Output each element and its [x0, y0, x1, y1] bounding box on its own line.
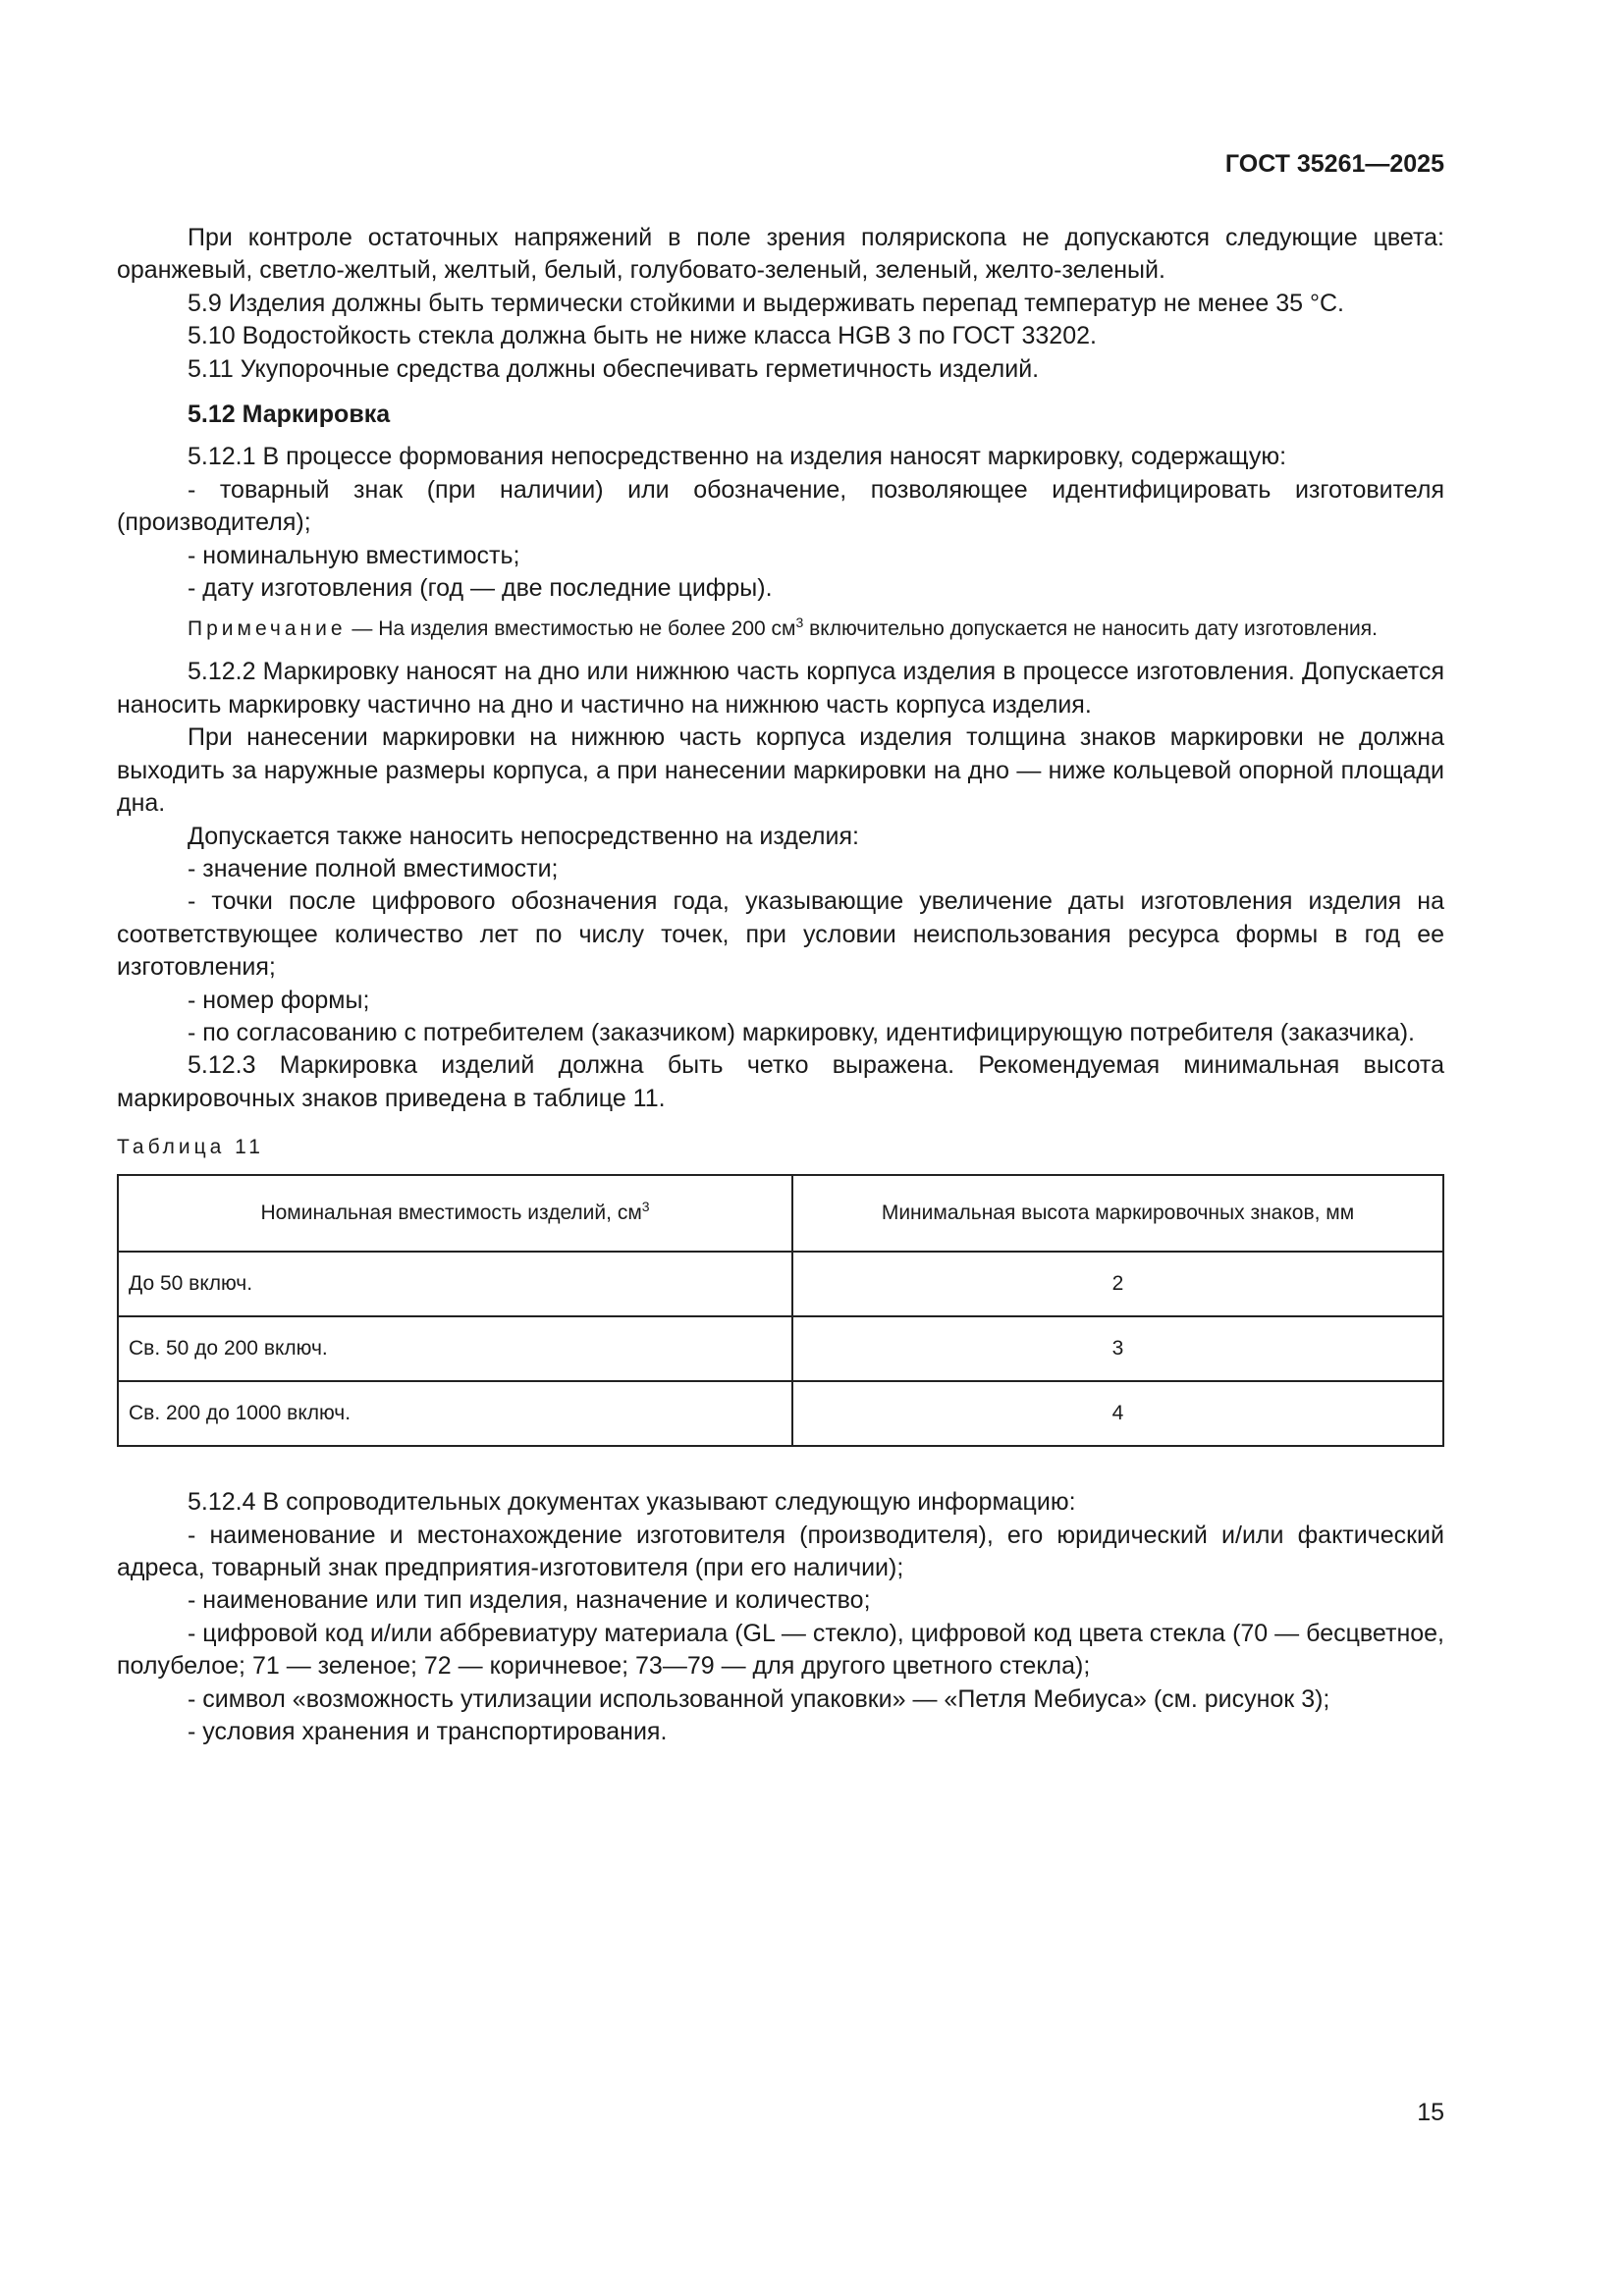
table-cell-capacity: Св. 200 до 1000 включ.: [118, 1381, 792, 1446]
document-body: [117, 222, 1444, 1748]
list-item: - дату изготовления (год — две последние цифры).: [188, 574, 773, 603]
paragraph: При контроле остаточных напряжений в поле зрения полярископа не допускаются следующие цвета: оранжевый, светло-желтый, желтый, белый, голубовато-зеленый, зеленый, желто-зеленый.: [117, 224, 1444, 285]
list-item: - точки после цифрового обозначения года, указывающие увеличение даты изготовления изделия на соответствующее количество лет по числу точек, при условии неиспользования ресурса формы в год ее изготовления;: [117, 887, 1444, 982]
list-item: - товарный знак (при наличии) или обозначение, позволяющее идентифицировать изготовителя (производителя);: [117, 475, 1444, 537]
note-text-before: — На изделия вместимостью не более 200 см: [346, 617, 796, 641]
note-label: Примечание: [188, 617, 347, 641]
table-cell-height: 2: [792, 1252, 1443, 1316]
paragraph-5-12-3: 5.12.3 Маркировка изделий должна быть четко выражена. Рекомендуемая минимальная высота маркировочных знаков приведена в таблице 11.: [117, 1051, 1444, 1112]
table-cell-height: 3: [792, 1316, 1443, 1381]
paragraph: При нанесении маркировки на нижнюю часть корпуса изделия толщина знаков маркировки не должна выходить за наружные размеры корпуса, а при нанесении маркировки на дно — ниже кольцевой опорной площади дна.: [117, 723, 1444, 818]
paragraph-5-9: 5.9 Изделия должны быть термически стойкими и выдерживать перепад температур не менее 35 °С.: [188, 289, 1344, 317]
standard-header: ГОСТ 35261—2025: [1224, 150, 1444, 178]
table-caption: Таблица 11: [117, 1136, 264, 1159]
paragraph-5-12-4: 5.12.4 В сопроводительных документах указывают следующую информацию:: [188, 1488, 1076, 1517]
paragraph-5-11: 5.11 Укупорочные средства должны обеспечивать герметичность изделий.: [188, 354, 1040, 383]
list-item: - по согласованию с потребителем (заказчиком) маркировку, идентифицирующую потребителя (заказчика).: [188, 1018, 1415, 1046]
paragraph: Допускается также наносить непосредственно на изделия:: [188, 822, 859, 850]
list-item: - наименование и местонахождение изготовителя (производителя), его юридический и/или фактический адреса, товарный знак предприятия-изготовителя (при его наличии);: [117, 1521, 1444, 1581]
table-header-height: Минимальная высота маркировочных знаков, мм: [792, 1175, 1443, 1252]
table-row: [118, 1316, 1443, 1381]
paragraph-5-12-2: 5.12.2 Маркировку наносят на дно или нижнюю часть корпуса изделия в процессе изготовления. Допускается наносить маркировку частично на дно и частично на нижнюю часть корпуса изделия.: [117, 658, 1444, 719]
table-cell-capacity: Св. 50 до 200 включ.: [118, 1316, 792, 1381]
table-header-capacity: Номинальная вместимость изделий, $см^3$: [118, 1175, 792, 1252]
list-item: - символ «возможность утилизации использованной упаковки» — «Петля Мебиуса» (см. рисунок 3);: [188, 1684, 1330, 1713]
note-superscript: 3: [795, 614, 804, 631]
table-row: [118, 1252, 1443, 1316]
list-item: - условия хранения и транспортирования.: [188, 1718, 668, 1745]
table-row: [118, 1381, 1443, 1446]
list-item: - значение полной вместимости;: [188, 854, 559, 882]
table-header-row: [118, 1175, 1443, 1252]
section-heading-5-12: 5.12 Маркировка: [188, 400, 391, 429]
list-item: - номинальную вместимость;: [188, 541, 520, 569]
note-text-after: включительно допускается не наносить дату изготовления.: [803, 617, 1378, 641]
table-cell-capacity: До 50 включ.: [118, 1252, 792, 1316]
paragraph-5-12-1: 5.12.1 В процессе формования непосредственно на изделия наносят маркировку, содержащую:: [188, 443, 1287, 471]
marking-height-table: [117, 1174, 1444, 1447]
table-cell-height: 4: [792, 1381, 1443, 1446]
note: [117, 614, 1444, 644]
paragraph-5-10: 5.10 Водостойкость стекла должна быть не ниже класса HGB 3 по ГОСТ 33202.: [188, 322, 1097, 350]
list-item: - наименование или тип изделия, назначение и количество;: [188, 1586, 871, 1615]
list-item: - номер формы;: [188, 986, 370, 1014]
page-number: 15: [1417, 2099, 1444, 2126]
list-item: - цифровой код и/или аббревиатуру материала (GL — стекло), цифровой код цвета стекла (70 — бесцветное, полубелое; 71 — зеленое; 72 — коричневое; 73—79 — для другого цветного стекла);: [117, 1619, 1444, 1681]
